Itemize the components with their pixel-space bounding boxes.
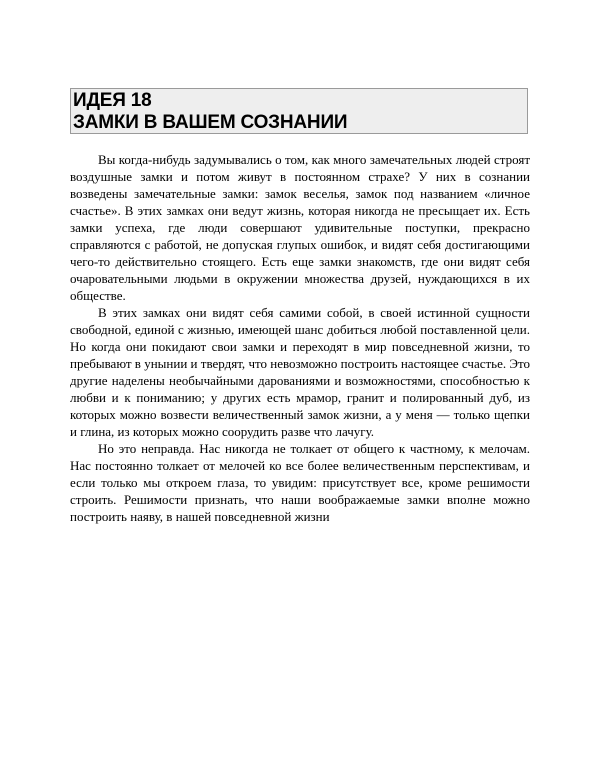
paragraph-3: Но это неправда. Нас никогда не толкает от общего к частному, к мелочам. Нас постоянно толкает от мелочей ко все более величественным перспективам, и если только мы откроем глаза, то увидим: присутствует все, кроме решимости строить. Решимости признать, что наши воображаемые замки вполне можно построить наяву, в нашей повседневной жизни	[70, 441, 530, 524]
chapter-title: ЗАМКИ В ВАШЕМ СОЗНАНИИ	[73, 112, 348, 133]
paragraph-1: Вы когда-нибудь задумывались о том, как много замечательных людей строят воздушные замки и потом живут в постоянном страхе? У них в сознании возведены замечательные замки: замок веселья, замок под названием «личное счастье». В этих замках они ведут жизнь, которая никогда не пресыщает их. Есть замки успеха, где люди совершают удивительные поступки, прекрасно справляются с работой, не допуская глупых ошибок, и видят себя достигающими чего-то действительно стоящего. Есть еще замки знакомств, где они видят себя очаровательными людьми в окружении множества друзей, нуждающихся в их обществе.	[70, 152, 530, 303]
chapter-number: ИДЕЯ 18	[73, 90, 152, 111]
chapter-heading-box	[70, 88, 528, 134]
paragraph-2: В этих замках они видят себя самими собой, в своей истинной сущности свободной, единой с жизнью, имеющей шанс добиться любой поставленной цели. Но когда они покидают свои замки и переходят в мир повседневной жизни, то пребывают в унынии и твердят, что невозможно построить настоящее счастье. Это другие наделены необычайными дарованиями и возможностями, способностью к любви и к пониманию; у других есть мрамор, гранит и полированный дуб, из которых можно возвести величественный замок жизни, а у меня — только щепки и глина, из которых можно соорудить разве что лачугу.	[70, 305, 530, 439]
body-text	[70, 151, 530, 525]
